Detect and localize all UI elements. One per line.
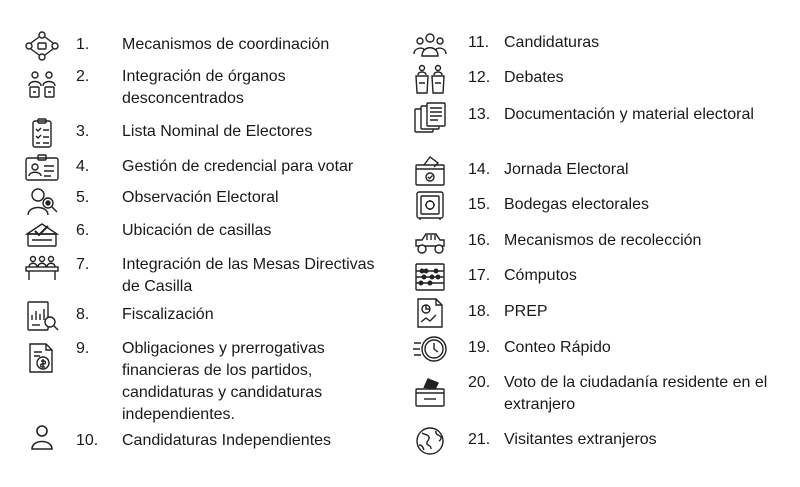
item-number: 9. — [76, 340, 90, 357]
checklist-clipboard-icon — [24, 117, 60, 149]
ballot-box-icon — [24, 218, 60, 250]
observer-magnifier-icon — [24, 185, 60, 217]
item-number: 13. — [468, 106, 491, 123]
item-label: Mecanismos de recolección — [504, 232, 702, 249]
item-number: 10. — [76, 432, 99, 449]
table-officials-icon — [24, 252, 60, 284]
item-number: 21. — [468, 431, 491, 448]
item-label: Debates — [504, 69, 564, 86]
item-number: 20. — [468, 374, 491, 391]
item-label: Observación Electoral — [122, 189, 279, 206]
item-label: PREP — [504, 303, 548, 320]
abacus-icon — [412, 261, 448, 293]
item-label: Integración de las Mesas Directivas de Casilla — [122, 256, 375, 295]
item-number: 18. — [468, 303, 491, 320]
fast-clock-icon — [412, 333, 448, 365]
item-label: Documentación y material electoral — [504, 106, 754, 123]
item-label: Candidaturas — [504, 34, 600, 51]
item-label: Lista Nominal de Electores — [122, 123, 313, 140]
item-label: Conteo Rápido — [504, 339, 611, 356]
item-number: 5. — [76, 189, 90, 206]
coordination-network-icon — [24, 30, 60, 62]
mail-vote-icon — [412, 376, 448, 408]
item-number: 3. — [76, 123, 90, 140]
item-number: 7. — [76, 256, 90, 273]
item-number: 14. — [468, 161, 491, 178]
item-number: 1. — [76, 36, 90, 53]
organs-people-icon — [24, 68, 60, 100]
item-label: Obligaciones y prerrogativas financieras de los partidos, candidaturas y candidaturas independientes. — [122, 340, 325, 423]
group-people-icon — [412, 30, 448, 62]
item-label: Visitantes extranjeros — [504, 431, 657, 448]
item-number: 6. — [76, 222, 90, 239]
item-number: 15. — [468, 196, 491, 213]
item-label: Cómputos — [504, 267, 577, 284]
item-label: Fiscalización — [122, 306, 214, 323]
safe-vault-icon — [412, 190, 448, 222]
item-number: 12. — [468, 69, 491, 86]
item-label: Gestión de credencial para votar — [122, 158, 354, 175]
item-label: Voto de la ciudadanía residente en el extranjero — [504, 374, 768, 413]
item-label: Integración de órganos desconcentrados — [122, 68, 286, 107]
item-number: 2. — [76, 68, 90, 85]
results-report-icon — [412, 297, 448, 329]
item-number: 8. — [76, 306, 90, 323]
item-label: Jornada Electoral — [504, 161, 629, 178]
item-number: 16. — [468, 232, 491, 249]
collection-vehicle-icon — [412, 226, 448, 258]
item-number: 17. — [468, 267, 491, 284]
item-label: Bodegas electorales — [504, 196, 649, 213]
item-number: 4. — [76, 158, 90, 175]
item-label: Mecanismos de coordinación — [122, 36, 330, 53]
globe-icon — [412, 425, 448, 457]
documents-stack-icon — [412, 102, 448, 134]
financial-document-icon — [24, 342, 60, 374]
item-label: Candidaturas Independientes — [122, 432, 332, 449]
item-label: Ubicación de casillas — [122, 222, 272, 239]
audit-report-icon — [24, 300, 60, 332]
id-card-icon — [24, 152, 60, 184]
person-outline-icon — [24, 422, 60, 454]
item-number: 19. — [468, 339, 491, 356]
ballot-box-vote-icon — [412, 155, 448, 187]
item-number: 11. — [468, 34, 490, 51]
debate-podiums-icon — [412, 63, 448, 95]
